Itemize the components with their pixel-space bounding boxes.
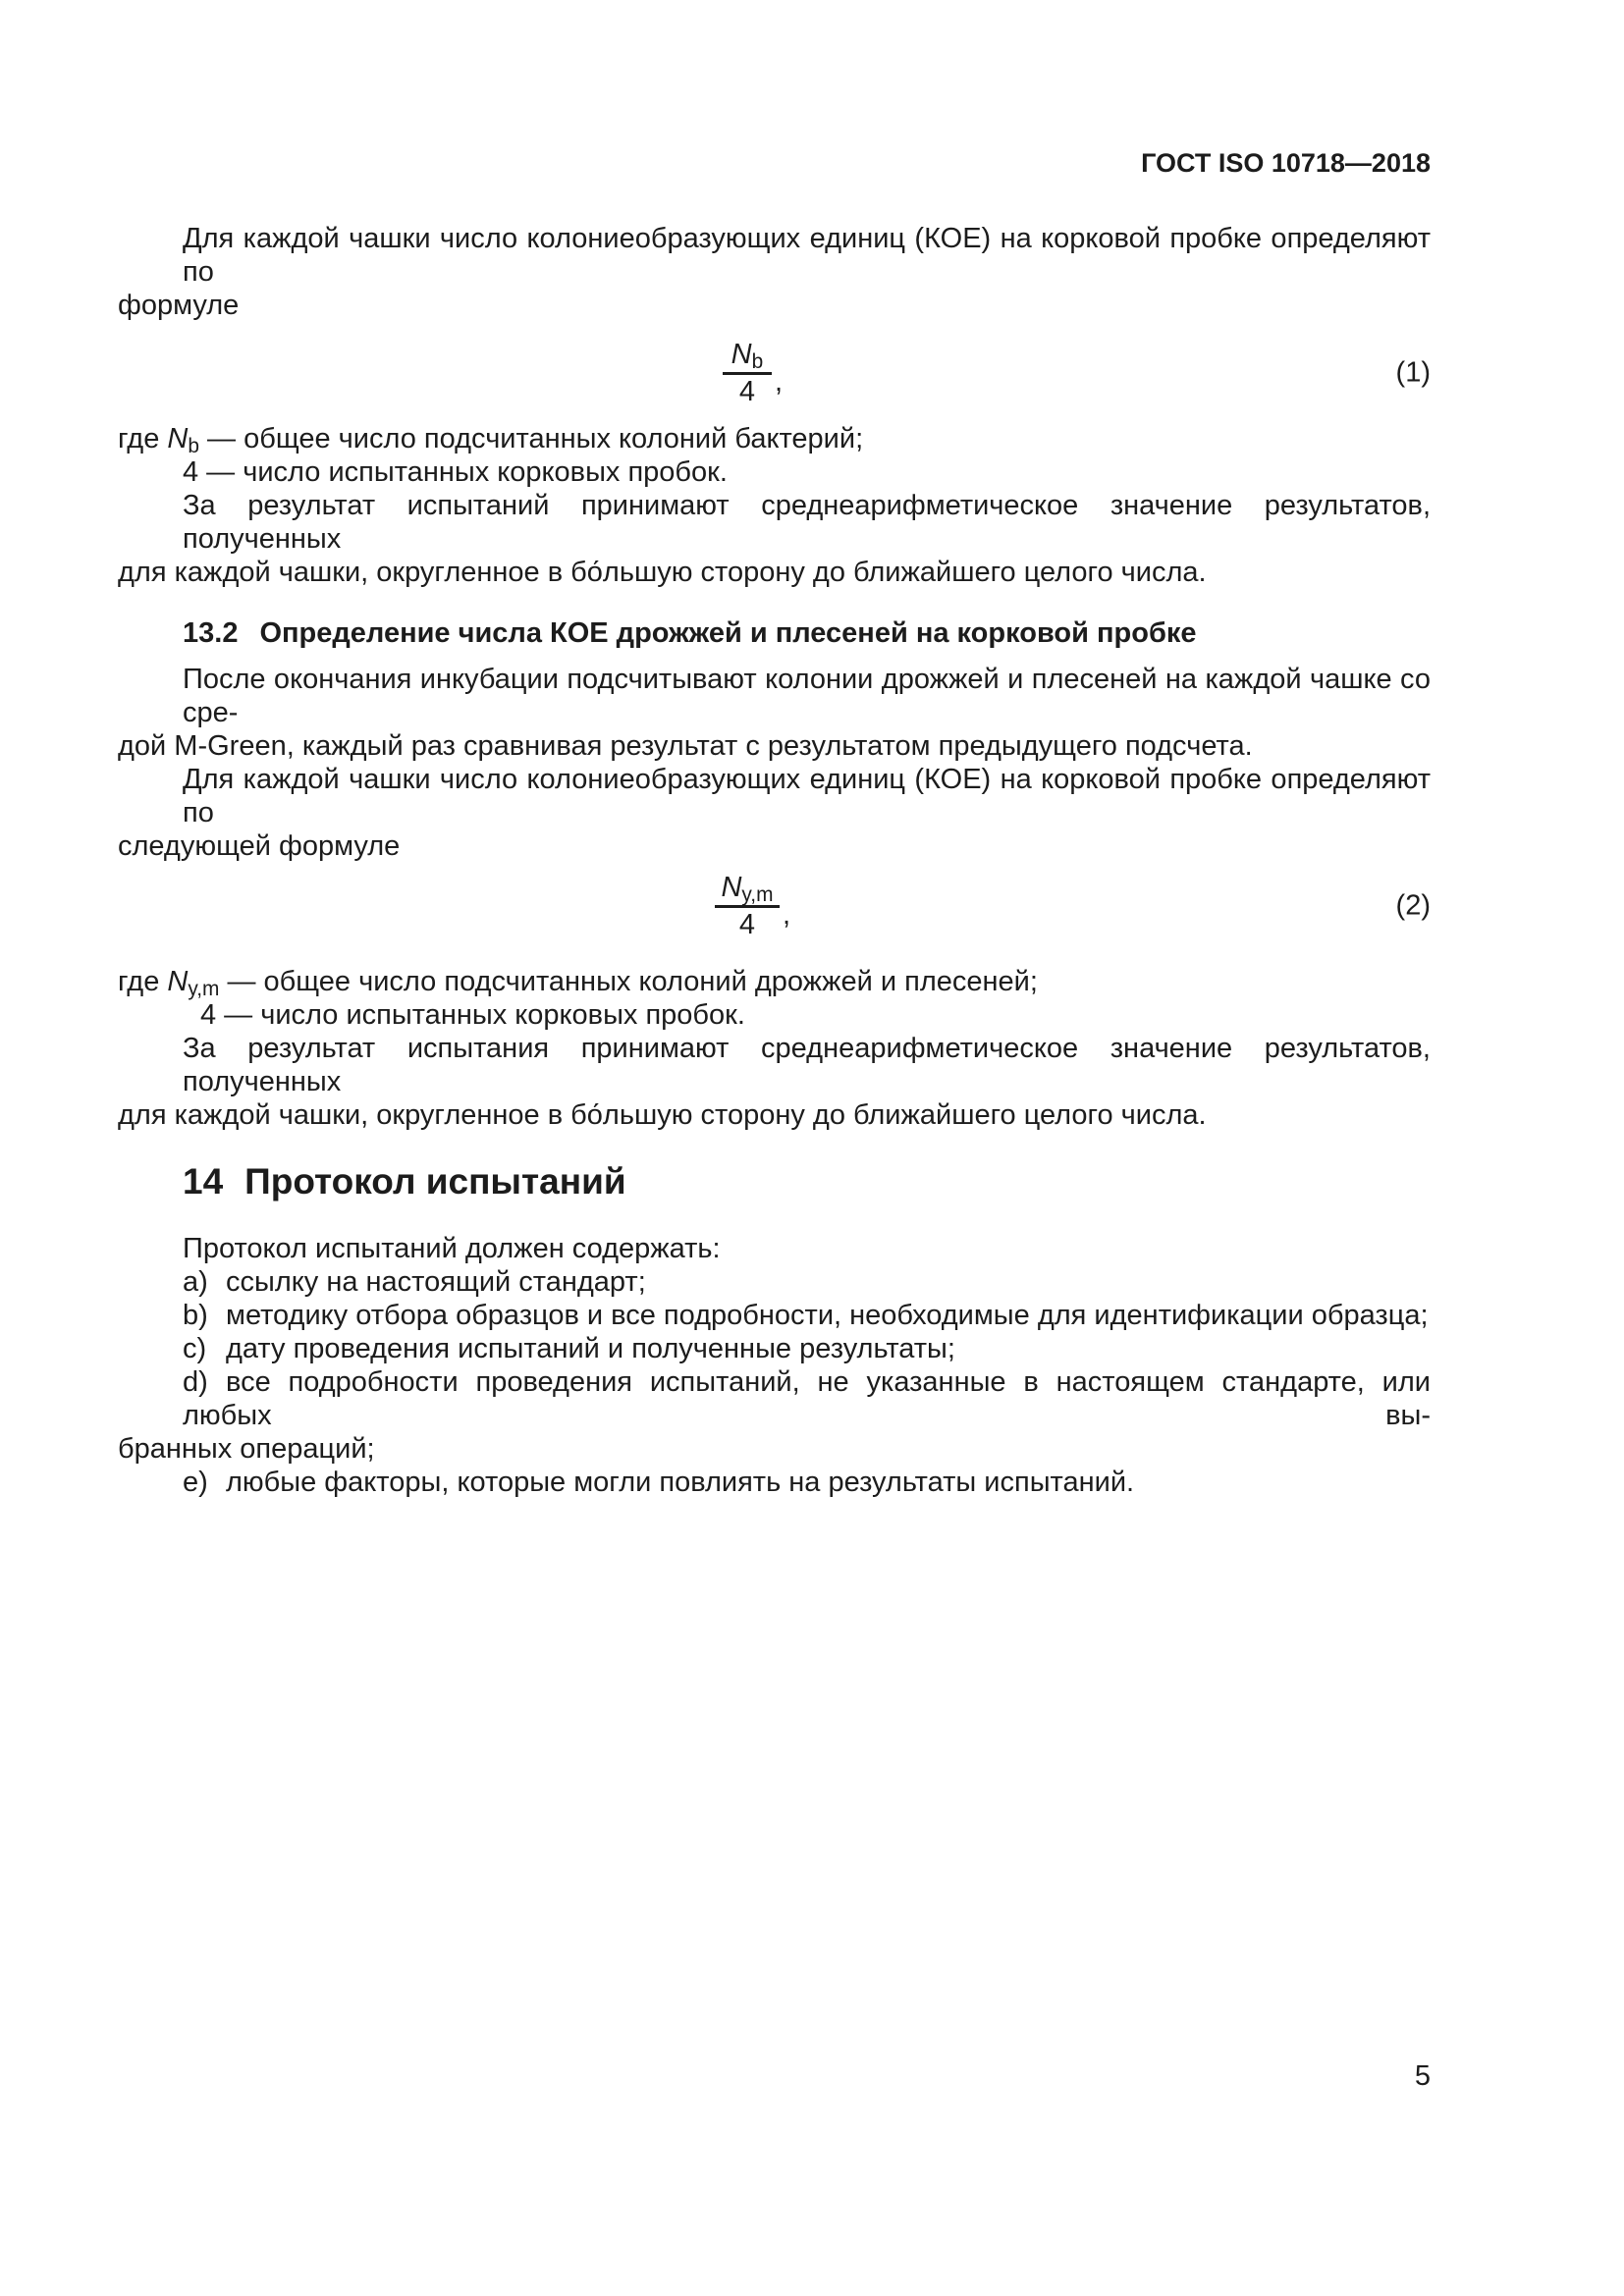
paragraph-line: Для каждой чашки число колониеобразующих единиц (КОЕ) на корковой пробке определяют по: [183, 223, 1431, 288]
fraction: [715, 873, 780, 939]
list-marker: a): [183, 1266, 208, 1298]
variable-n: N: [167, 423, 189, 454]
paragraph-result-2: [118, 1032, 1431, 1132]
fraction-denominator: 4: [738, 909, 756, 940]
paragraph-line: для каждой чашки, округленное в бо́льшую сторону до ближайшего целого числа.: [118, 1099, 1207, 1131]
where-line-2: 4 — число испытанных корковых пробок.: [183, 456, 728, 488]
list-item-e: [118, 1466, 1431, 1499]
variable-n: N: [721, 872, 742, 903]
list-text: любые факторы, которые могли повлиять на результаты испытаний.: [226, 1467, 1135, 1498]
protocol-list: [118, 1265, 1431, 1499]
where-definition: — общее число подсчитанных колоний бактерий;: [198, 423, 864, 454]
section-number: 14: [183, 1161, 224, 1201]
fraction-wrap: [96, 873, 1409, 939]
paragraph-line: После окончания инкубации подсчитывают колонии дрожжей и плесеней на каждой чашке со сре-: [183, 664, 1431, 728]
list-text: все подробности проведения испытаний, не указанные в настоящем стандарте, или любых вы-: [183, 1366, 1431, 1431]
list-marker: c): [183, 1333, 207, 1364]
list-item-d: [118, 1365, 1431, 1432]
formula-number-label: (1): [1395, 356, 1431, 389]
fraction: [723, 340, 772, 406]
section-heading-14: [118, 1159, 1431, 1204]
paragraph-line: дой M-Green, каждый раз сравнивая результат с результатом предыдущего подсчета.: [118, 730, 1253, 762]
paragraph-line: За результат испытаний принимают среднеарифметическое значение результатов, полученных: [183, 490, 1431, 555]
page-content: [118, 0, 1431, 1499]
list-text: дату проведения испытаний и полученные результаты;: [226, 1333, 955, 1364]
formula-comma: ,: [774, 365, 784, 398]
doc-code-header: ГОСТ ISO 10718—2018: [1141, 148, 1431, 178]
section-title: Протокол испытаний: [244, 1161, 626, 1201]
paragraph-line: следующей формуле: [118, 830, 401, 862]
where-line-1: [118, 965, 1431, 1001]
list-item-d-continuation: бранных операций;: [118, 1433, 375, 1465]
formula-comma: ,: [782, 898, 791, 931]
fraction-bar: [723, 372, 772, 375]
section-number: 13.2: [183, 617, 239, 649]
fraction-numerator: [721, 872, 774, 907]
where-line-1: [118, 422, 1431, 458]
section-title: Определение числа КОЕ дрожжей и плесеней на корковой пробке: [259, 617, 1197, 649]
list-text: методику отбора образцов и все подробности, необходимые для идентификации образца;: [226, 1300, 1429, 1331]
paragraph-line: За результат испытания принимают среднеарифметическое значение результатов, полученных: [183, 1033, 1431, 1097]
list-item-b: [118, 1299, 1431, 1332]
paragraph-line: формуле: [118, 290, 240, 321]
variable-subscript: b: [188, 435, 199, 458]
where-block-2: [118, 965, 1431, 1032]
formula-number-label: (2): [1395, 889, 1431, 922]
paragraph-protocol-intro: Протокол испытаний должен содержать:: [183, 1233, 721, 1264]
variable-subscript: b: [751, 350, 764, 374]
where-line-2: 4 — число испытанных корковых пробок.: [200, 999, 745, 1031]
list-marker: e): [183, 1467, 208, 1498]
variable-subscript: y,m: [188, 978, 220, 1001]
paragraph-incubation: [118, 663, 1431, 763]
where-block-1: [118, 422, 1431, 489]
paragraph-line: для каждой чашки, округленное в бо́льшую сторону до ближайшего целого числа.: [118, 557, 1207, 588]
section-heading-13-2: [118, 616, 1431, 650]
where-word: где: [118, 966, 168, 997]
variable-n: N: [731, 339, 752, 370]
variable-subscript: y,m: [741, 883, 774, 907]
fraction-denominator: 4: [738, 376, 756, 407]
paragraph-line: Для каждой чашки число колониеобразующих единиц (КОЕ) на корковой пробке определяют по: [183, 764, 1431, 828]
formula-1: [118, 340, 1431, 406]
list-text: ссылку на настоящий стандарт;: [226, 1266, 646, 1298]
where-word: где: [118, 423, 168, 454]
page-number: 5: [1414, 2060, 1431, 2092]
paragraph-intro-formula-2: [118, 763, 1431, 863]
paragraph-intro-formula-1: [118, 222, 1431, 322]
paragraph-result-1: [118, 489, 1431, 589]
list-item-a: [118, 1265, 1431, 1299]
list-marker: b): [183, 1300, 208, 1331]
fraction-numerator: [731, 339, 764, 374]
fraction-wrap: [96, 340, 1409, 406]
where-definition: — общее число подсчитанных колоний дрожжей и плесеней;: [219, 966, 1038, 997]
list-item-c: [118, 1332, 1431, 1365]
formula-2: [118, 873, 1431, 939]
list-marker: d): [183, 1366, 208, 1398]
variable-n: N: [167, 966, 189, 997]
